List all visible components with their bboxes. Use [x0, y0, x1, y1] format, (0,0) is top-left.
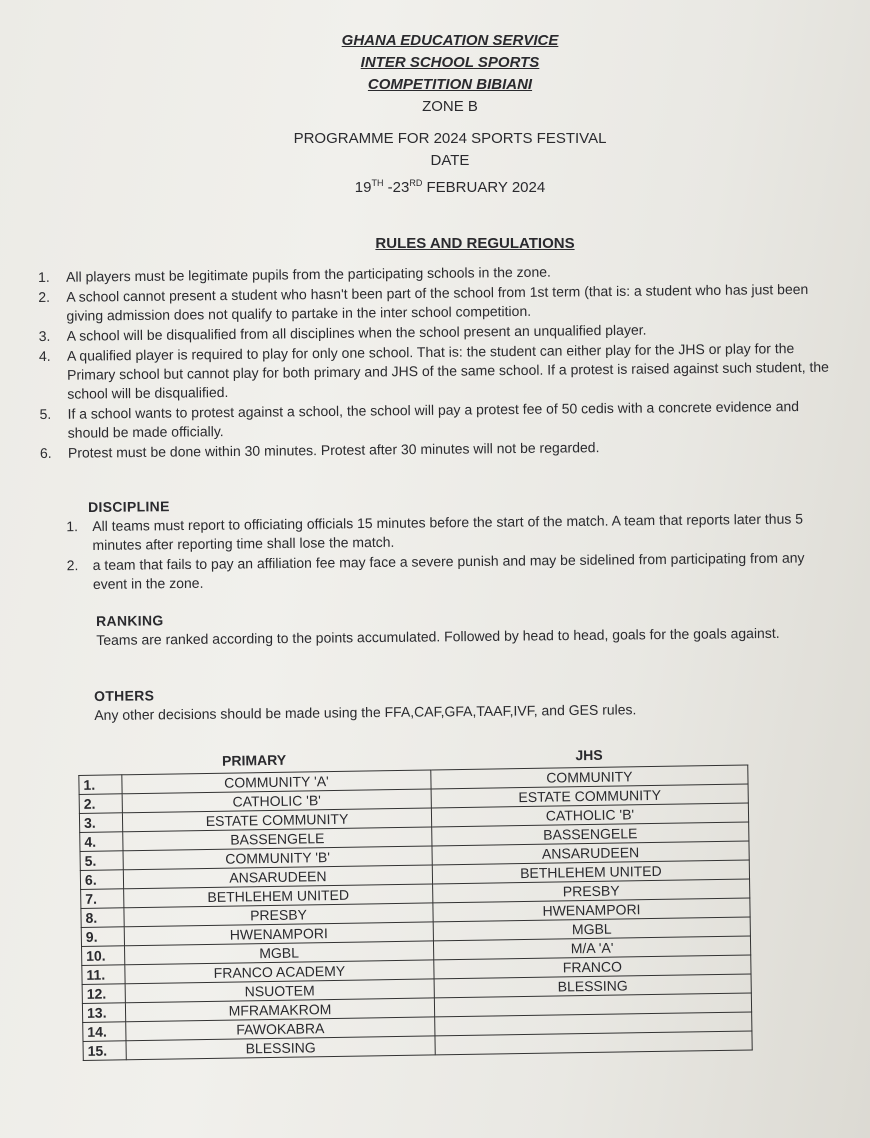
rule-item-text: A school cannot present a student who hasn't been part of the school from 1st term (that is: a student who has just been giving admission does not qualify to partake in the inter school competition.: [66, 280, 809, 324]
jhs-school: ESTATE COMMUNITY: [431, 784, 748, 808]
primary-school: BETHLEHEM UNITED: [124, 884, 433, 908]
row-number: 13.: [82, 1003, 125, 1023]
rule-item: [39, 339, 840, 404]
discipline-section: [66, 490, 809, 595]
primary-school: FRANCO ACADEMY: [125, 960, 434, 984]
primary-school: MFRAMAKROM: [125, 998, 434, 1022]
others-text: Any other decisions should be made using the FFA,CAF,GFA,TAAF,IVF, and GES rules.: [94, 701, 637, 723]
jhs-school: BLESSING: [434, 974, 751, 998]
jhs-school: FRANCO: [434, 955, 751, 979]
discipline-title: DISCIPLINE: [88, 498, 170, 515]
programme-title: PROGRAMME FOR 2024 SPORTS FESTIVAL: [293, 130, 607, 147]
jhs-school: PRESBY: [433, 879, 750, 903]
teams-table-wrap: [78, 744, 753, 1060]
rule-item-number: 5.: [39, 405, 52, 422]
row-number: 2.: [79, 794, 122, 814]
primary-school: HWENAMPORI: [124, 922, 433, 946]
row-number: 6.: [80, 870, 123, 890]
date-range: 19TH -23RD FEBRUARY 2024: [354, 178, 546, 196]
jhs-school: ANSARUDEEN: [432, 841, 749, 865]
rule-item-number: 2.: [38, 288, 51, 305]
primary-school: NSUOTEM: [125, 979, 434, 1003]
rule-item-number: 3.: [38, 327, 51, 344]
jhs-school: BASSENGELE: [432, 822, 749, 846]
jhs-school: CATHOLIC 'B': [431, 803, 748, 827]
others-section: [94, 679, 814, 725]
jhs-school: BETHLEHEM UNITED: [432, 860, 749, 884]
rule-item-text: A school will be disqualified from all disciplines when the school present an unqualified player.: [66, 321, 647, 344]
row-number: 7.: [81, 889, 124, 909]
discipline-item-text: a team that fails to pay an affiliation fee may face a severe punish and may be sidelined from participating from any event in the zone.: [92, 549, 805, 592]
primary-school: FAWOKABRA: [126, 1017, 435, 1041]
row-number: 1.: [79, 775, 122, 795]
discipline-item-text: All teams must report to officiating officials 15 minutes before the start of the match. A team that reports later thus 5 minutes after reporting time shall lose the match.: [92, 510, 804, 553]
others-title: OTHERS: [94, 687, 155, 704]
primary-school: BASSENGELE: [123, 827, 432, 851]
primary-school: PRESBY: [124, 903, 433, 927]
rule-item-text: Protest must be done within 30 minutes. Protest after 30 minutes will not be regarded.: [67, 439, 600, 461]
discipline-list: [66, 509, 809, 594]
primary-school: BLESSING: [126, 1036, 435, 1060]
row-number: 14.: [83, 1022, 126, 1042]
header-line-1: GHANA EDUCATION SERVICE: [341, 32, 559, 49]
primary-school: CATHOLIC 'B': [122, 789, 431, 813]
primary-school: ESTATE COMMUNITY: [122, 808, 431, 832]
rule-item-number: 1.: [38, 268, 50, 285]
ranking-title: RANKING: [96, 612, 164, 629]
rule-item-text: If a school wants to protest against a school, the school will pay a protest fee of 50 cedis with a concrete evidence and should be made officially.: [67, 398, 800, 441]
jhs-school: M/A 'A': [433, 936, 750, 960]
primary-school: ANSARUDEEN: [123, 865, 432, 889]
primary-school: COMMUNITY 'A': [122, 770, 431, 794]
jhs-school: HWENAMPORI: [433, 898, 750, 922]
rule-item-text: All players must be legitimate pupils from the participating schools in the zone.: [66, 263, 551, 285]
row-number: 9.: [81, 927, 124, 947]
ranking-section: [96, 604, 816, 650]
rules-list: [38, 260, 840, 464]
document-header: [0, 30, 870, 199]
row-number: 4.: [80, 832, 123, 852]
row-number: 11.: [82, 965, 125, 985]
jhs-school: MGBL: [433, 917, 750, 941]
header-line-2: INTER SCHOOL SPORTS: [360, 54, 540, 71]
row-number: 15.: [83, 1041, 126, 1061]
date-label: DATE: [430, 152, 470, 169]
row-number: 3.: [79, 813, 122, 833]
row-number: 5.: [80, 851, 123, 871]
header-line-3: COMPETITION BIBIANI: [367, 76, 533, 93]
row-number: 12.: [82, 984, 125, 1004]
row-number: 10.: [82, 946, 125, 966]
row-number: 8.: [81, 908, 124, 928]
primary-header: PRIMARY: [221, 751, 287, 769]
discipline-item-number: 2.: [66, 557, 79, 574]
ranking-text: Teams are ranked according to the points accumulated. Followed by head to head, goals for the goals against.: [96, 624, 780, 648]
discipline-item: [67, 548, 809, 594]
jhs-school: [435, 1031, 752, 1055]
zone-label: ZONE B: [422, 98, 478, 115]
rule-item-number: 4.: [38, 347, 51, 364]
primary-school: MGBL: [125, 941, 434, 965]
rule-item-number: 6.: [39, 444, 52, 461]
rules-title: RULES AND REGULATIONS: [375, 235, 575, 252]
rule-item-text: A qualified player is required to play for only one school. That is: the student can either play for the JHS or play for the Primary school but cannot play for both primary and JHS of the same school. If a protest is raised against such student, the school will be disqualified.: [66, 340, 830, 402]
jhs-school: COMMUNITY: [431, 765, 748, 789]
discipline-item: [66, 509, 808, 555]
discipline-item-number: 1.: [66, 518, 79, 535]
jhs-header: JHS: [575, 746, 603, 764]
teams-table: [78, 764, 752, 1060]
primary-school: COMMUNITY 'B': [123, 846, 432, 870]
